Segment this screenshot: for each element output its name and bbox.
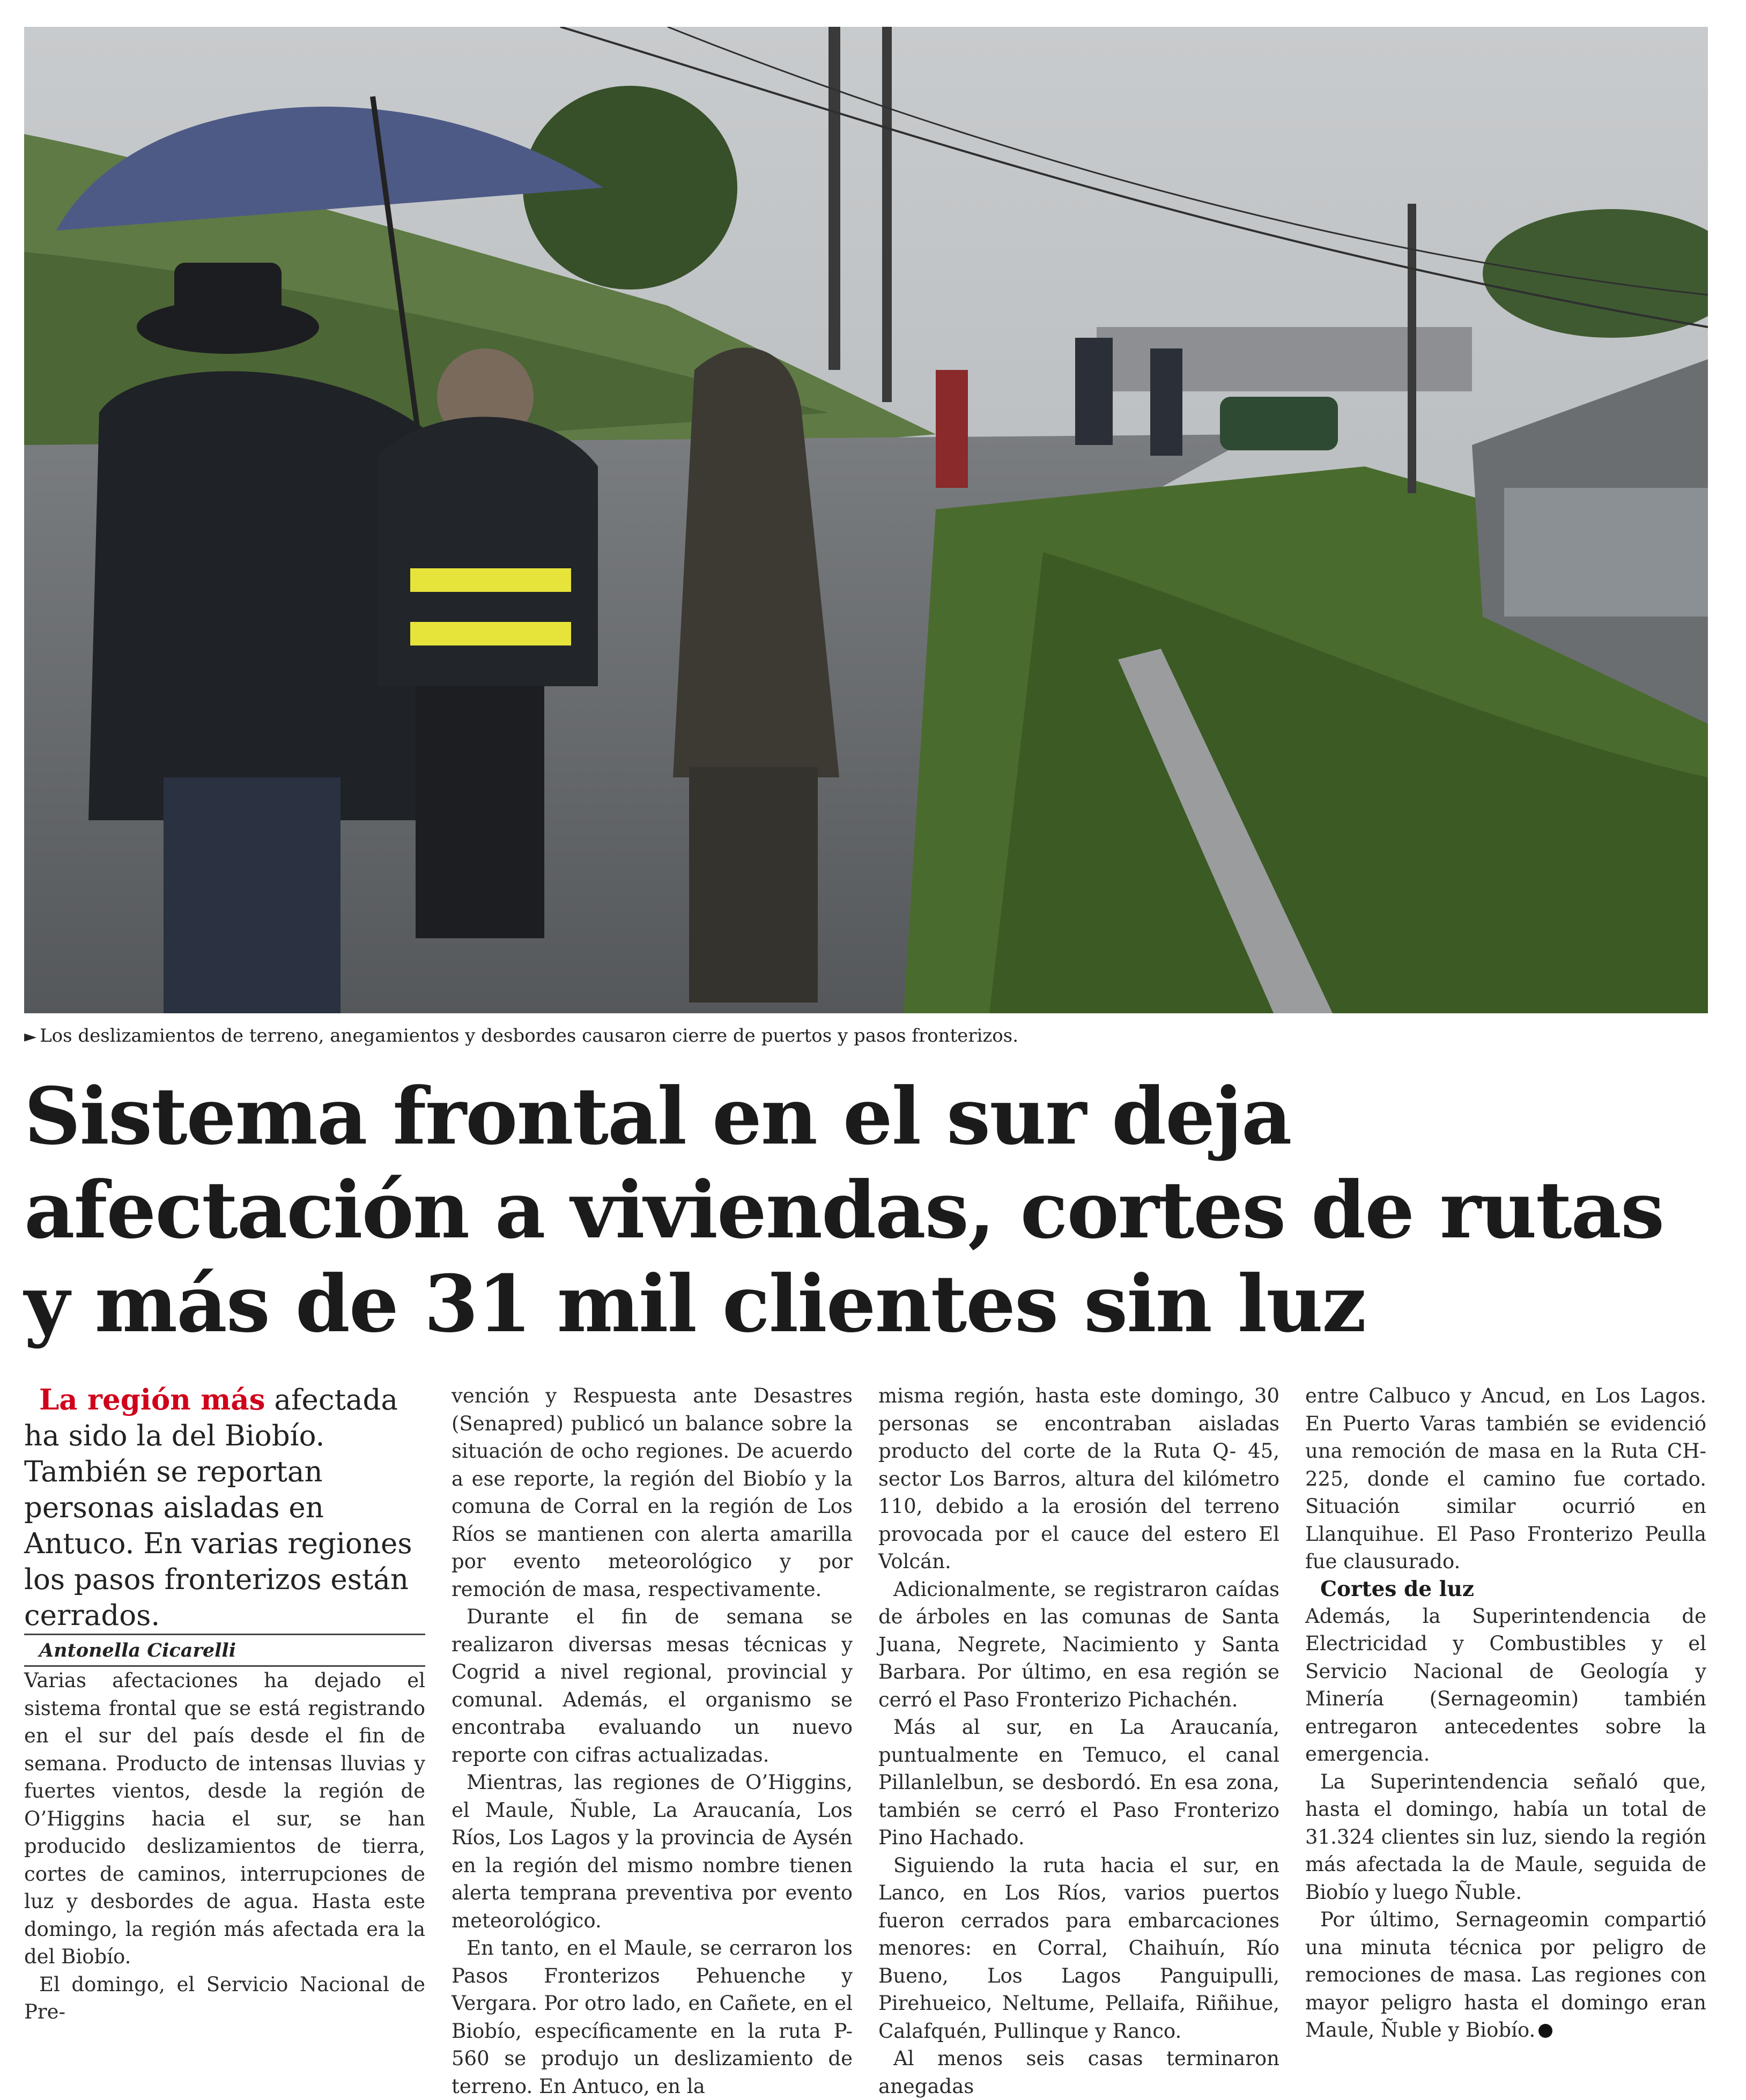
photo-caption — [24, 1024, 1708, 1049]
section-subhead: Cortes de luz — [1320, 1576, 1474, 1601]
body-paragraph: vención y Respuesta ante Desastres (Senapred) publicó un balance sobre la situación de ocho regiones. De acuerdo a ese reporte, la región del Biobío y la comuna de Corral en la región de Los Ríos se mantienen con alerta amarilla por evento meteorológico y por remoción de masa, respectivamente. — [452, 1384, 853, 1601]
body-paragraph: Más al sur, en La Araucanía, puntualmente en Temuco, el canal Pillanlelbun, se desbordó. En esa zona, también se cerró el Paso Fronterizo Pino Hachado. — [878, 1716, 1279, 1849]
headline: Sistema frontal en el sur deja afectación a viviendas, cortes de rutas y más de 31 mil clientes sin luz — [24, 1071, 1664, 1350]
news-photo-illustration — [24, 27, 1708, 1013]
column-2 — [452, 1382, 853, 2100]
body-paragraph: entre Calbuco y Ancud, en Los Lagos. En Puerto Varas también se evidenció una remoción de masa en la Ruta CH-225, donde el camino fue cortado. Situación similar ocurrió en Llanquihue. El Paso Fronterizo Peulla fue clausurado. — [1305, 1384, 1706, 1573]
body-paragraph: Adicionalmente, se registraron caídas de árboles en las comunas de Santa Juana, Negrete, Nacimiento y Santa Barbara. Por último, en esa región se cerró el Paso Fronterizo Pichachén. — [878, 1577, 1279, 1711]
column-4 — [1305, 1382, 1706, 2044]
last-paragraph — [1305, 1906, 1706, 2044]
byline: Antonella Cicarelli — [24, 1634, 425, 1667]
caption-text: Los deslizamientos de terreno, anegamientos y desbordes causaron cierre de puertos y pasos fronterizos. — [40, 1025, 1019, 1047]
body-paragraph: misma región, hasta este domingo, 30 personas se encontraban aisladas producto del corte de la Ruta Q- 45, sector Los Barros, altura del kilómetro 110, debido a la erosión del terreno provocada por el cauce del estero El Volcán. — [878, 1384, 1279, 1573]
body-paragraph: La Superintendencia señaló que, hasta el domingo, había un total de 31.324 clientes sin luz, siendo la región más afectada la de Maule, seguida de Biobío y luego Ñuble. — [1305, 1770, 1706, 1904]
end-mark-icon — [1538, 2024, 1552, 2038]
body-paragraph: Durante el fin de semana se realizaron diversas mesas técnicas y Cogrid a nivel regional, provincial y comunal. Además, el organismo se encontraba evaluando un nuevo reporte con cifras actualizadas. — [452, 1605, 853, 1767]
lead-paragraph — [24, 1382, 425, 1634]
body-paragraph: Al menos seis casas terminaron anegadas — [878, 2047, 1279, 2098]
body-paragraph: Mientras, las regiones de O’Higgins, el Maule, Ñuble, La Araucanía, Los Ríos, Los Lagos y la provincia de Aysén en la región del mismo nombre tienen alerta temprana preventiva por evento meteorológico. — [452, 1771, 853, 1932]
column-1 — [24, 1382, 425, 2026]
body-paragraph: Varias afectaciones ha dejado el sistema frontal que se está registrando en el sur del país desde el fin de semana. Producto de intensas lluvias y fuertes vientos, desde la región de O’Higgins hacia el sur, se han producido deslizamientos de tierra, cortes de caminos, interrupciones de luz y desbordes de agua. Hasta este domingo, la región más afectada era la del Biobío. — [24, 1669, 425, 1968]
body-paragraph: Siguiendo la ruta hacia el sur, en Lanco, en Los Ríos, varios puertos fueron cerrados para embarcaciones menores: en Corral, Chaihuín, Río Bueno, Los Lagos Panguipulli, Pirehueico, Neltume, Pellaifa, Riñihue, Calafquén, Pullinque y Ranco. — [878, 1853, 1279, 2043]
caption-marker-icon: ► — [24, 1027, 37, 1046]
lead-accent: La región más — [39, 1383, 265, 1416]
body-paragraph: Además, la Superintendencia de Electricidad y Combustibles y el Servicio Nacional de Geología y Minería (Sernageomin) también entregaron antecedentes sobre la emergencia. — [1305, 1604, 1706, 1765]
news-photo — [24, 27, 1708, 1013]
body-paragraph: En tanto, en el Maule, se cerraron los Pasos Fronterizos Pehuenche y Vergara. Por otro lado, en Cañete, en el Biobío, específicamente en la ruta P-560 se produjo un deslizamiento de terreno. En Antuco, en la — [452, 1936, 853, 2098]
body-paragraph: El domingo, el Servicio Nacional de Pre- — [24, 1972, 425, 2023]
lead-rest: afectada ha sido la del Biobío. También se reportan personas aisladas en Antuco. En varias regiones los pasos fronterizos están cerrados. — [24, 1384, 412, 1632]
column-3 — [878, 1382, 1279, 2100]
last-paragraph-text: Por último, Sernageomin compartió una minuta técnica por peligro de remociones de masa. Las regiones con mayor peligro hasta el domingo eran Maule, Ñuble y Biobío. — [1305, 1908, 1706, 2042]
